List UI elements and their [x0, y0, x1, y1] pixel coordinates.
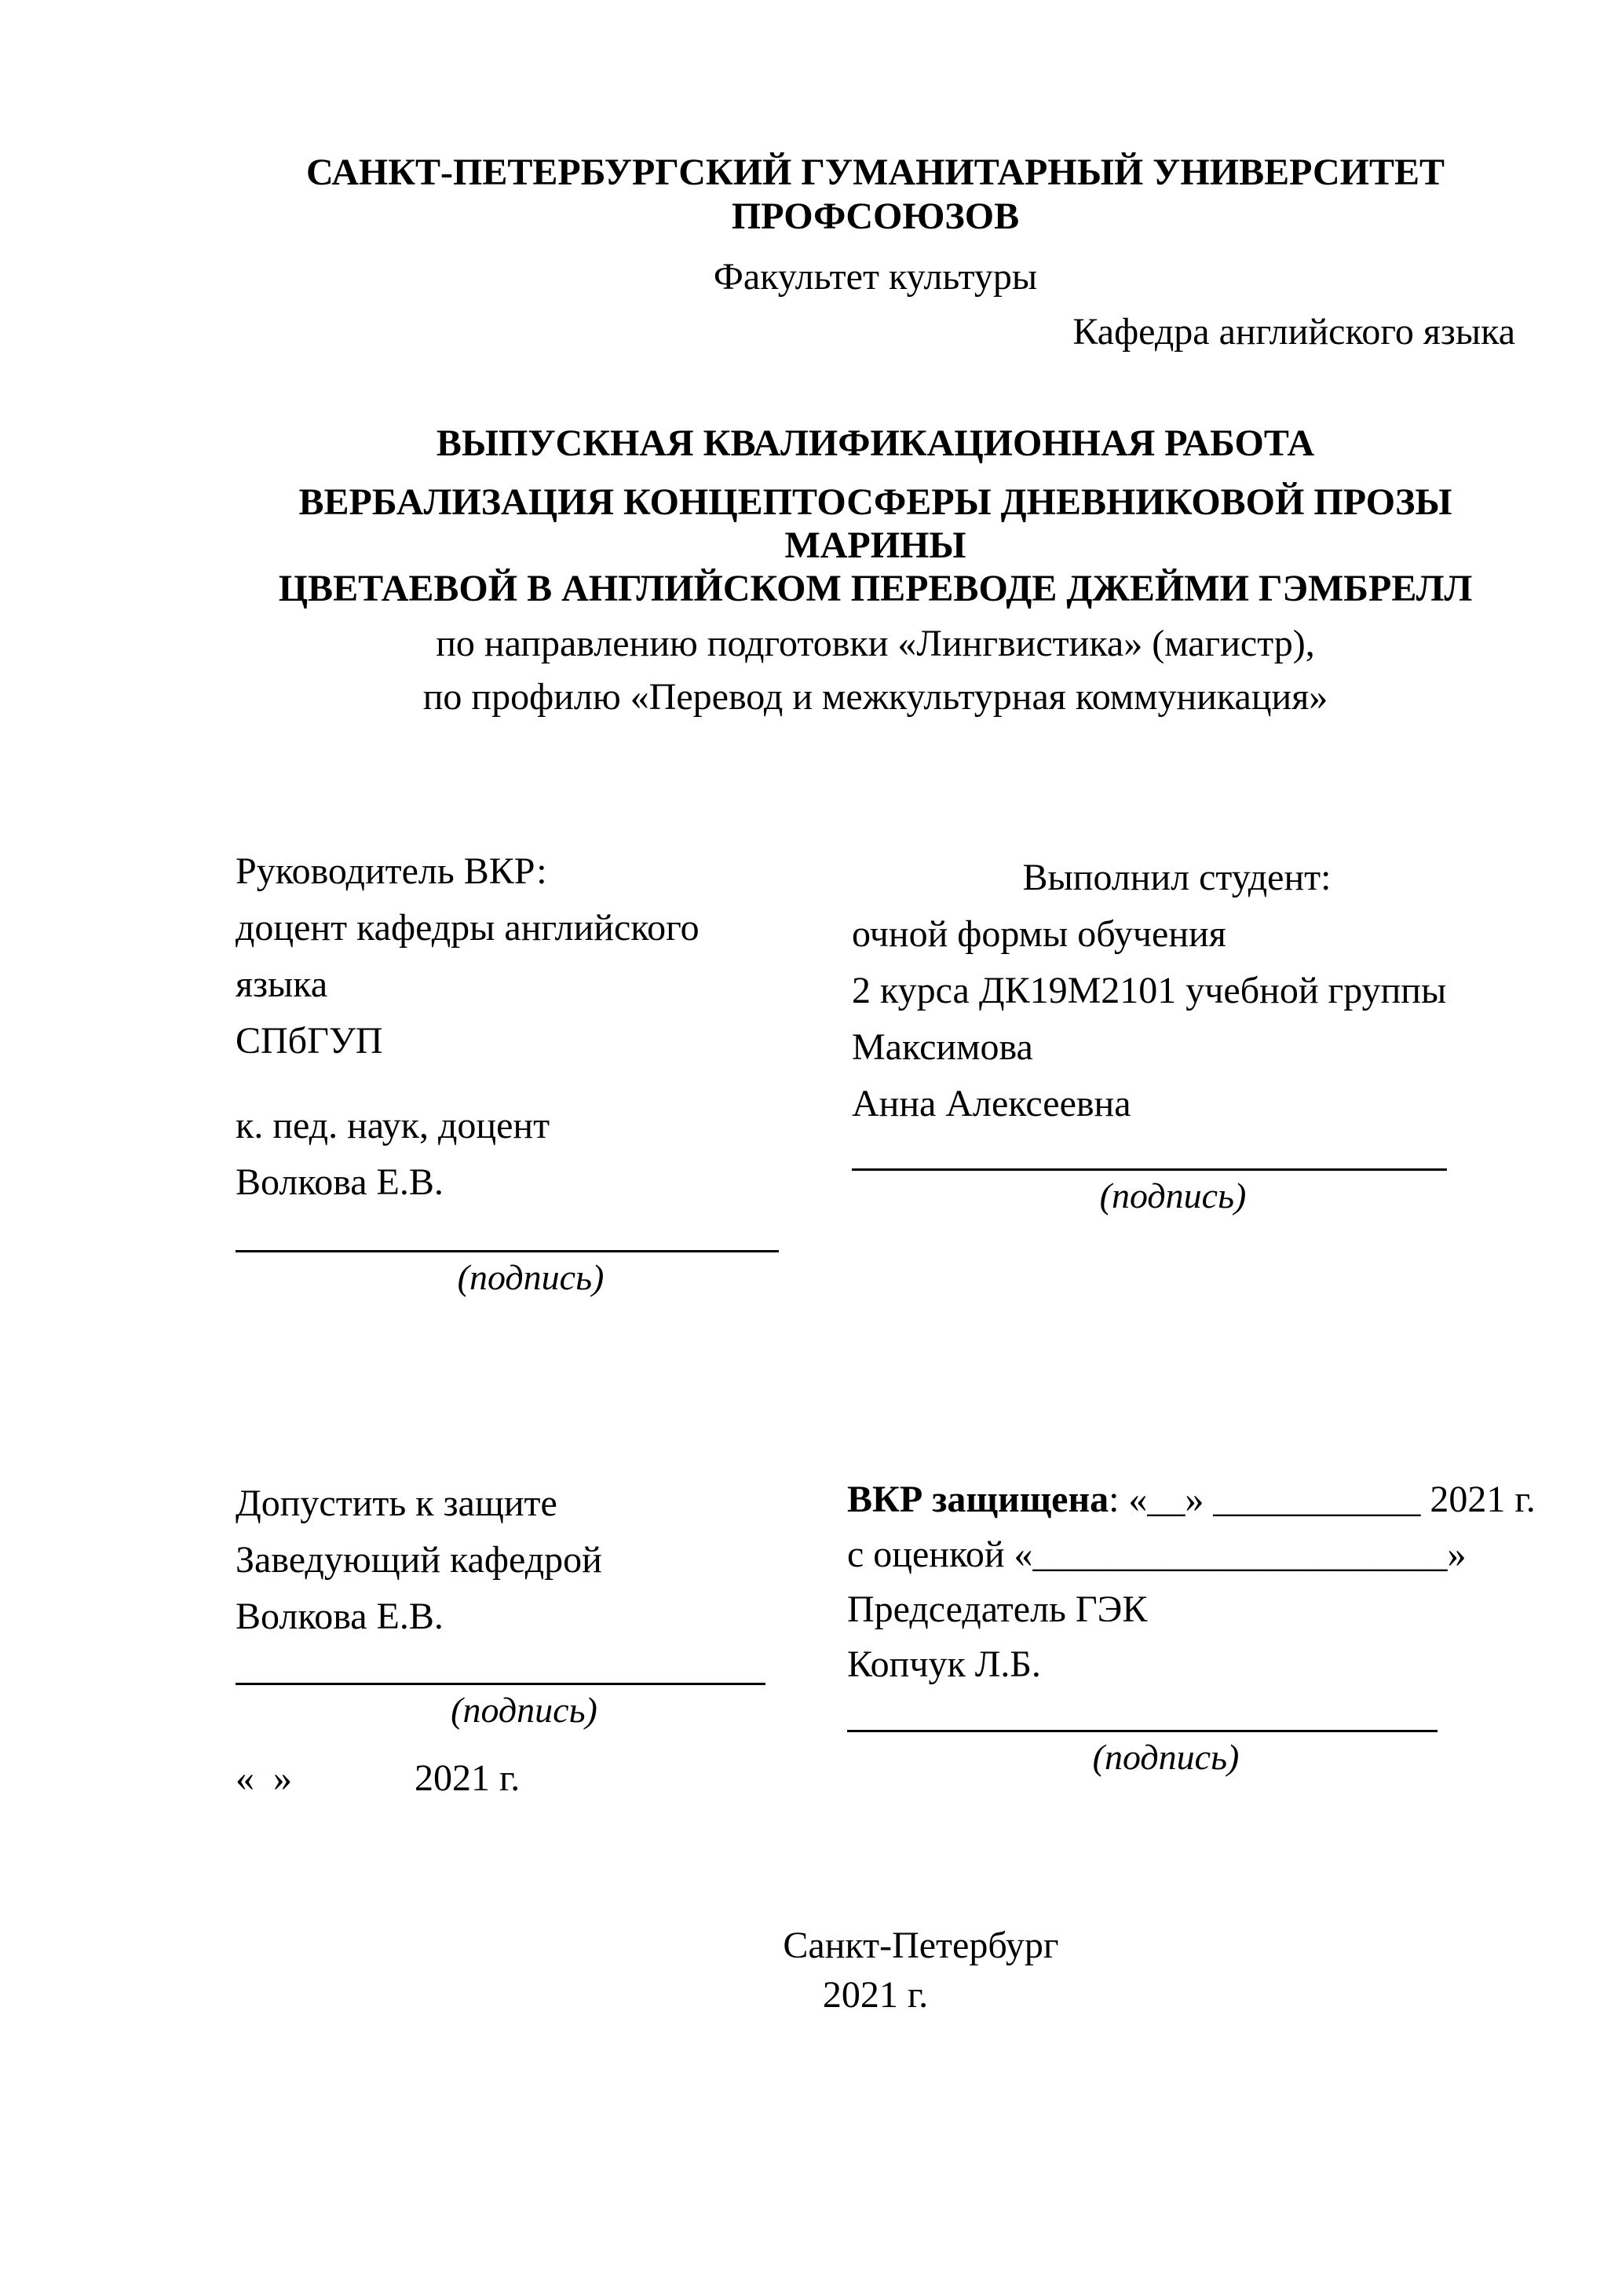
student-block [852, 850, 1447, 1218]
admission-block [236, 1475, 779, 1807]
admission-line-2: Заведующий кафедрой [236, 1539, 602, 1581]
defense-date-blanks: : «__» ___________ 2021 г. [1109, 1479, 1536, 1520]
defense-block [847, 1472, 1536, 1779]
page-footer [236, 1924, 1515, 2017]
defense-label: ВКР защищена [847, 1479, 1109, 1520]
supervisor-name: Волкова Е.В. [236, 1161, 444, 1203]
admission-date-line: « » 2021 г. [236, 1757, 521, 1799]
page-header [236, 151, 1515, 354]
supervisor-position: доцент кафедры английского языка [236, 907, 700, 1005]
admission-signature-caption: (подпись) [451, 1690, 597, 1730]
program-line: по направлению подготовки «Лингвистика» (магистр), [436, 623, 1315, 664]
student-study-form: очной формы обучения [852, 913, 1226, 955]
thesis-title-line-1: ВЕРБАЛИЗАЦИЯ КОНЦЕПТОСФЕРЫ ДНЕВНИКОВОЙ ПРОЗЫ МАРИНЫ [298, 481, 1452, 566]
footer-city: Санкт-Петербург [783, 1925, 1059, 1966]
supervisor-signature-line [236, 1250, 779, 1252]
defense-signature-area [847, 1730, 1438, 1779]
admission-head-name: Волкова Е.В. [236, 1596, 444, 1637]
student-signature-line [852, 1168, 1447, 1171]
defense-grade-line: с оценкой «______________________» [847, 1534, 1467, 1575]
supervisor-university-abbr: СПбГУП [236, 1020, 383, 1062]
student-signature-caption: (подпись) [1099, 1175, 1247, 1216]
defense-signature-line [847, 1730, 1438, 1732]
student-first-name: Анна Алексеевна [852, 1083, 1131, 1124]
admission-signature-area [236, 1683, 765, 1732]
faculty-name: Факультет культуры [713, 256, 1038, 298]
work-type-heading: ВЫПУСКНАЯ КВАЛИФИКАЦИОННАЯ РАБОТА [436, 422, 1315, 464]
student-group: 2 курса ДК19М2101 учебной группы [852, 970, 1447, 1011]
student-header: Выполнил студент: [1022, 857, 1332, 898]
admission-line-1: Допустить к защите [236, 1483, 557, 1524]
supervisor-block [236, 843, 779, 1300]
committee-chair-name: Копчук Л.Б. [847, 1643, 1041, 1685]
footer-year: 2021 г. [822, 1974, 929, 2016]
supervisor-role-label: Руководитель ВКР: [236, 850, 547, 892]
student-last-name: Максимова [852, 1026, 1033, 1068]
admission-signature-line [236, 1683, 765, 1685]
spacer [236, 1069, 779, 1098]
thesis-title [236, 481, 1515, 610]
department-name: Кафедра английского языка [1072, 311, 1515, 353]
defense-date-line [847, 1472, 1536, 1527]
supervisor-degree: к. пед. наук, доцент [236, 1105, 550, 1146]
committee-chair-title: Председатель ГЭК [847, 1589, 1148, 1630]
supervisor-signature-caption: (подпись) [457, 1257, 605, 1297]
title-block [236, 422, 1515, 719]
thesis-title-line-2: ЦВЕТАЕВОЙ В АНГЛИЙСКОМ ПЕРЕВОДЕ ДЖЕЙМИ ГЭМБРЕЛЛ [278, 568, 1473, 609]
profile-line: по профилю «Перевод и межкультурная коммуникация» [422, 676, 1328, 718]
defense-signature-caption: (подпись) [1092, 1737, 1240, 1777]
university-name: САНКТ-ПЕТЕРБУРГСКИЙ ГУМАНИТАРНЫЙ УНИВЕРСИТЕТ ПРОФСОЮЗОВ [305, 152, 1445, 237]
